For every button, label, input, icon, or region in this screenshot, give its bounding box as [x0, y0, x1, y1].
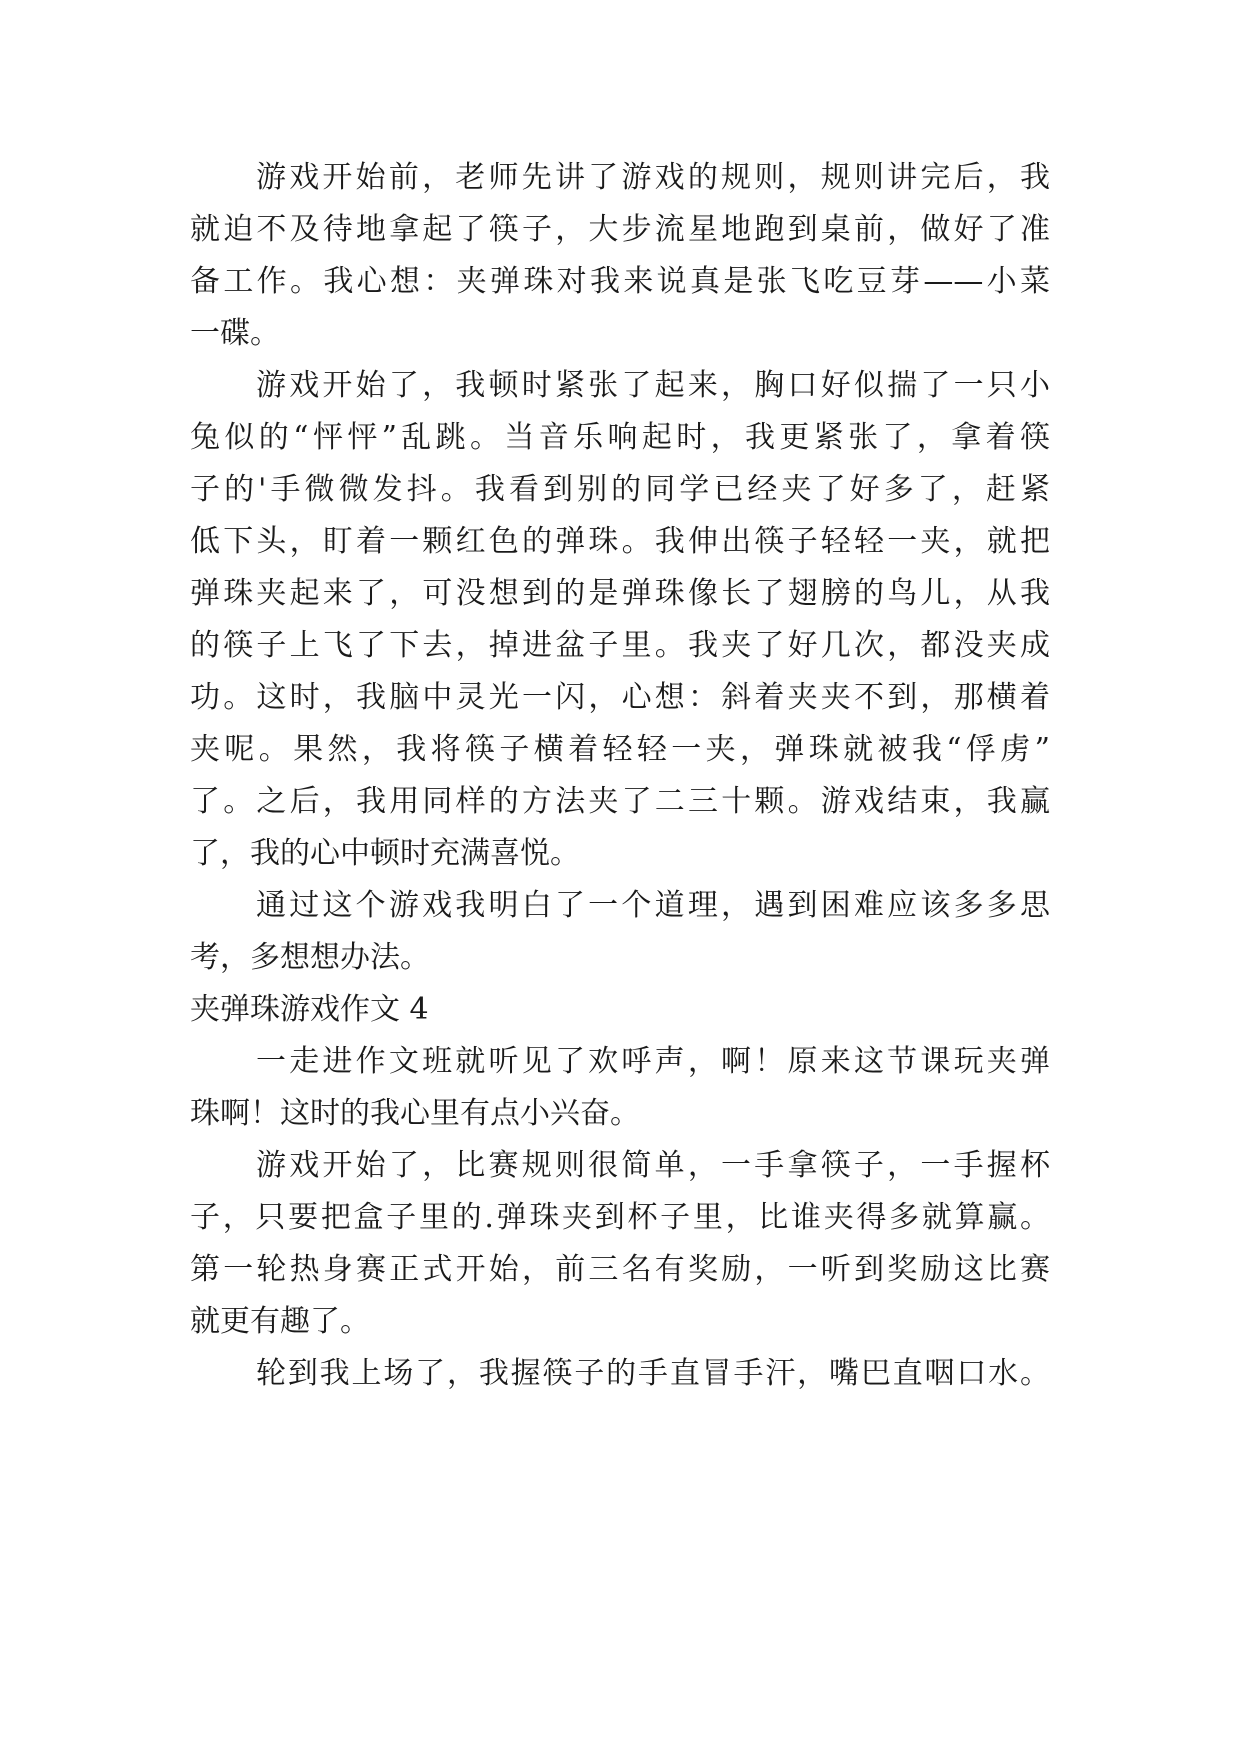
paragraph-line: 备工作。我心想：夹弹珠对我来说真是张飞吃豆芽——小菜 [190, 264, 1050, 299]
paragraph-line: 考，多想想办法。 [190, 940, 430, 975]
paragraph-line: 夹呢。果然，我将筷子横着轻轻一夹，弹珠就被我“俘虏” [190, 732, 1050, 767]
paragraph-line: 低下头，盯着一颗红色的弹珠。我伸出筷子轻轻一夹，就把 [190, 524, 1050, 559]
paragraph-line: 游戏开始前，老师先讲了游戏的规则，规则讲完后，我 [256, 160, 1050, 195]
paragraph-line: 子的'手微微发抖。我看到别的同学已经夹了好多了，赶紧 [190, 472, 1050, 507]
paragraph-line: 第一轮热身赛正式开始，前三名有奖励，一听到奖励这比赛 [190, 1252, 1050, 1287]
paragraph-line: 游戏开始了，我顿时紧张了起来，胸口好似揣了一只小 [256, 368, 1050, 403]
paragraph-line: 就更有趣了。 [190, 1304, 370, 1339]
paragraph-line: 兔似的“怦怦”乱跳。当音乐响起时，我更紧张了，拿着筷 [190, 420, 1050, 455]
section-heading: 夹弹珠游戏作文 4 [190, 992, 429, 1027]
paragraph-line: 一走进作文班就听见了欢呼声，啊！原来这节课玩夹弹 [256, 1044, 1050, 1079]
paragraph-line: 通过这个游戏我明白了一个道理，遇到困难应该多多思 [256, 888, 1050, 923]
paragraph-line: 游戏开始了，比赛规则很简单，一手拿筷子，一手握杯 [256, 1148, 1050, 1183]
paragraph-line: 珠啊！这时的我心里有点小兴奋。 [190, 1096, 640, 1131]
paragraph-line: 轮到我上场了，我握筷子的手直冒手汗，嘴巴直咽口水。 [256, 1356, 1050, 1391]
paragraph-line: 子，只要把盒子里的.弹珠夹到杯子里，比谁夹得多就算赢。 [190, 1200, 1050, 1235]
paragraph-line: 了，我的心中顿时充满喜悦。 [190, 836, 580, 871]
paragraph-line: 弹珠夹起来了，可没想到的是弹珠像长了翅膀的鸟儿，从我 [190, 576, 1050, 611]
paragraph-line: 一碟。 [190, 316, 280, 351]
paragraph-line: 功。这时，我脑中灵光一闪，心想：斜着夹夹不到，那横着 [190, 680, 1050, 715]
paragraph-line: 就迫不及待地拿起了筷子，大步流星地跑到桌前，做好了准 [190, 212, 1050, 247]
paragraph-line: 的筷子上飞了下去，掉进盆子里。我夹了好几次，都没夹成 [190, 628, 1050, 663]
paragraph-line: 了。之后，我用同样的方法夹了二三十颗。游戏结束，我赢 [190, 784, 1050, 819]
